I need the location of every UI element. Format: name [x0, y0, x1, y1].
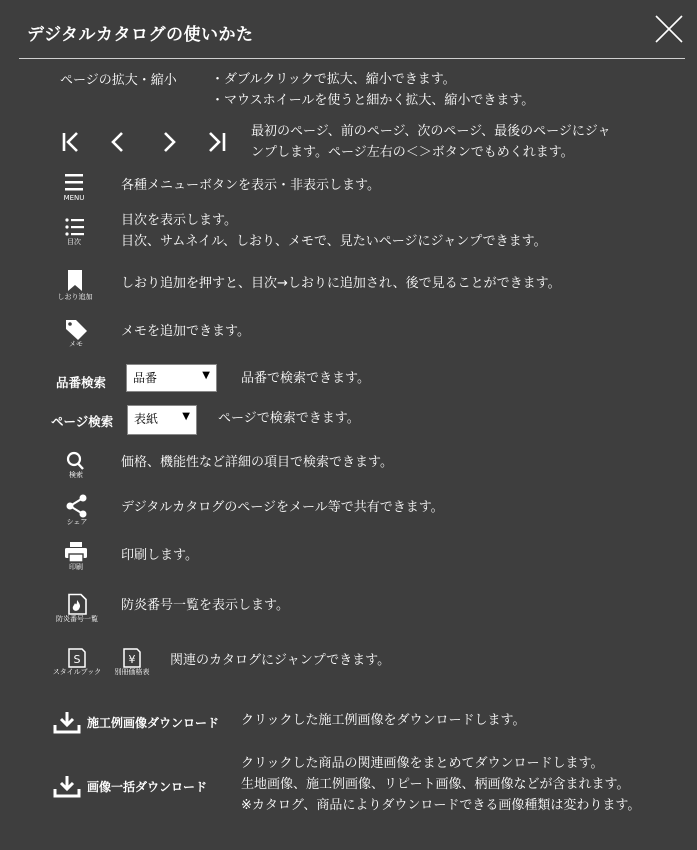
- chevron-right-icon: [160, 130, 180, 154]
- search-caption: 検索: [69, 471, 83, 479]
- menu-desc: 各種メニューボタンを表示・非表示します。: [121, 178, 380, 193]
- fireproof-list-button[interactable]: [50, 593, 104, 624]
- zoom-desc-2: ・マウスホイールを使うと細かく拡大、縮小できます。: [211, 93, 535, 108]
- download-icon: [53, 711, 83, 735]
- prev-page-button[interactable]: [108, 130, 128, 154]
- download-example-label: 施工例画像ダウンロード: [87, 716, 220, 730]
- svg-text:¥: ¥: [128, 653, 136, 666]
- search-desc: 価格、機能性など詳細の項目で検索できます。: [121, 455, 393, 470]
- next-page-button[interactable]: [160, 130, 180, 154]
- svg-text:S: S: [73, 653, 81, 666]
- product-search-label: 品番検索: [56, 375, 107, 390]
- page-search-value: 表紙: [134, 412, 159, 426]
- zoom-label: ページの拡大・縮小: [60, 73, 177, 88]
- price-list-button[interactable]: [108, 648, 156, 677]
- download-bulk-button[interactable]: [53, 775, 228, 799]
- page-search-desc: ページで検索できます。: [218, 411, 360, 426]
- product-search-desc: 品番で検索できます。: [241, 371, 370, 386]
- dropdown-arrow-icon: ▼: [202, 370, 210, 381]
- bookmark-desc: しおり追加を押すと、目次→しおりに追加され、後で見ることができます。: [121, 276, 561, 291]
- stylebook-caption: スタイルブック: [52, 668, 102, 676]
- first-page-button[interactable]: [60, 130, 82, 154]
- bookmark-icon: [54, 269, 96, 293]
- list-icon: [56, 216, 92, 238]
- fireproof-document-icon: [50, 593, 104, 615]
- share-caption: シェア: [66, 518, 88, 526]
- download-icon: [53, 775, 83, 799]
- download-bulk-desc-1: クリックした商品の関連画像をまとめてダウンロードします。: [241, 756, 604, 771]
- price-list-caption: 別冊価格表: [114, 668, 150, 676]
- page-search-label: ページ検索: [51, 414, 114, 429]
- bookmark-caption: しおり追加: [57, 293, 93, 301]
- memo-desc: メモを追加できます。: [121, 324, 250, 339]
- toc-desc-2: 目次、サムネイル、しおり、メモで、見たいページにジャンプできます。: [121, 234, 547, 249]
- last-page-icon: [206, 130, 228, 154]
- stylebook-button[interactable]: [51, 648, 103, 677]
- dialog-title: デジタルカタログの使いかた: [27, 25, 254, 45]
- last-page-button[interactable]: [206, 130, 228, 154]
- tag-icon: [56, 318, 96, 340]
- print-desc: 印刷します。: [121, 548, 198, 563]
- page-search-select[interactable]: [127, 405, 197, 435]
- download-example-button[interactable]: [53, 711, 228, 735]
- zoom-desc-1: ・ダブルクリックで拡大、縮小できます。: [211, 72, 456, 87]
- chevron-left-icon: [108, 130, 128, 154]
- dropdown-arrow-icon: ▼: [182, 411, 190, 422]
- memo-button[interactable]: [56, 318, 96, 349]
- download-bulk-desc-3: ※カタログ、商品によりダウンロードできる画像種類は変わります。: [241, 798, 641, 813]
- download-example-desc: クリックした施工例画像をダウンロードします。: [241, 713, 526, 728]
- toc-caption: 目次: [67, 238, 81, 246]
- product-search-select[interactable]: [126, 364, 217, 392]
- menu-caption: MENU: [63, 194, 85, 202]
- toc-desc-1: 目次を表示します。: [121, 213, 237, 228]
- print-button[interactable]: [56, 541, 96, 572]
- menu-button[interactable]: [56, 172, 92, 203]
- close-icon: [653, 13, 685, 45]
- download-bulk-desc-2: 生地画像、施工例画像、リピート画像、柄画像などが含まれます。: [241, 777, 630, 792]
- memo-caption: メモ: [69, 340, 83, 348]
- price-list-icon: [108, 648, 156, 668]
- close-button[interactable]: [653, 13, 685, 45]
- stylebook-icon: [51, 648, 103, 668]
- share-desc: デジタルカタログのページをメール等で共有できます。: [121, 500, 444, 515]
- nav-desc-2: ンプします。ページ左右の＜＞ボタンでもめくれます。: [251, 145, 574, 160]
- first-page-icon: [60, 130, 82, 154]
- download-bulk-label: 画像一括ダウンロード: [87, 780, 208, 794]
- bookmark-button[interactable]: [54, 269, 96, 302]
- fireproof-caption: 防炎番号一覧: [56, 615, 98, 623]
- header-divider: [19, 58, 685, 59]
- fireproof-desc: 防炎番号一覧を表示します。: [121, 598, 289, 613]
- printer-icon: [56, 541, 96, 563]
- share-icon: [56, 494, 98, 518]
- hamburger-icon: [56, 172, 92, 194]
- toc-button[interactable]: [56, 216, 92, 247]
- search-button[interactable]: [56, 451, 96, 480]
- print-caption: 印刷: [69, 563, 83, 571]
- share-button[interactable]: [56, 494, 98, 527]
- nav-desc-1: 最初のページ、前のページ、次のページ、最後のページにジャ: [251, 124, 611, 139]
- search-icon: [56, 451, 96, 471]
- product-search-value: 品番: [133, 371, 158, 385]
- related-desc: 関連のカタログにジャンプできます。: [170, 653, 391, 668]
